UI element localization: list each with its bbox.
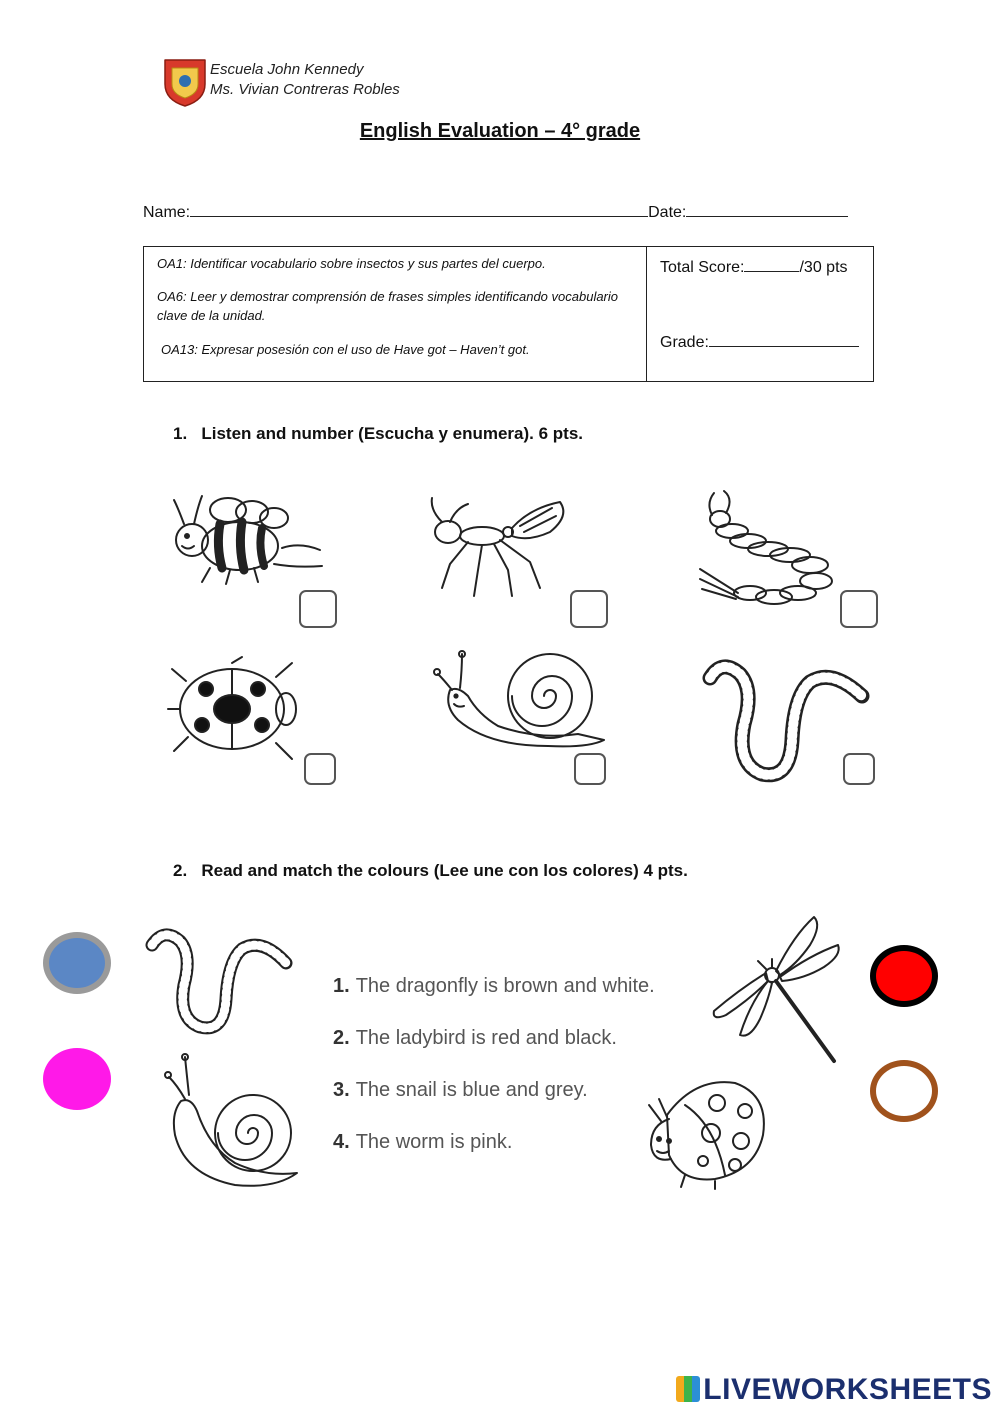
sentence-1-text: The dragonfly is brown and white. [355, 975, 655, 997]
answer-box-centipede[interactable] [840, 590, 878, 628]
liveworksheets-logo-text: LIVEWORKSHEETS [703, 1373, 992, 1406]
ladybird-match-icon[interactable] [645, 1075, 770, 1190]
sentence-1-number: 1. [333, 975, 350, 997]
centipede-icon [698, 485, 858, 615]
colour-dot-red-black[interactable] [870, 945, 938, 1007]
colour-dot-brown-white[interactable] [870, 1060, 938, 1122]
exercise2-instruction: Read and match the colours (Lee une con los colores) 4 pts. [201, 861, 688, 880]
answer-box-bee[interactable] [299, 590, 337, 628]
snail-match-icon[interactable] [155, 1055, 300, 1190]
sentence-2-number: 2. [333, 1027, 350, 1049]
sentence-2 [333, 1027, 617, 1050]
total-score-field[interactable] [744, 257, 799, 272]
sentence-4-number: 4. [333, 1131, 350, 1153]
answer-box-ladybird[interactable] [304, 753, 336, 785]
sentence-3 [333, 1079, 588, 1102]
exercise2-number: 2. [173, 861, 188, 880]
exercise1-instruction: Listen and number (Escucha y enumera). 6 pts. [201, 424, 584, 443]
date-label: Date: [648, 204, 687, 221]
answer-box-snail[interactable] [574, 753, 606, 785]
answer-box-ant[interactable] [570, 590, 608, 628]
exercise1-heading [173, 424, 583, 444]
snail-icon [428, 650, 606, 750]
grade-label: Grade: [660, 334, 709, 351]
liveworksheets-logo-icon [676, 1376, 700, 1402]
school-crest-icon [162, 56, 208, 108]
colour-dot-blue-grey[interactable] [43, 932, 111, 994]
school-header [210, 60, 400, 100]
school-name: Escuela John Kennedy [210, 61, 364, 78]
grade-row [660, 332, 859, 352]
objective-oa13: OA13: Expresar posesión con el uso de Have got – Haven’t got. [161, 342, 530, 357]
sentence-4 [333, 1131, 512, 1154]
total-score-suffix: /30 pts [799, 259, 848, 276]
objectives-cell [144, 247, 647, 381]
sentence-2-text: The ladybird is red and black. [355, 1027, 617, 1049]
date-field[interactable] [686, 202, 848, 217]
grade-field[interactable] [709, 332, 859, 347]
colour-dot-pink[interactable] [43, 1048, 111, 1110]
worm-match-icon[interactable] [146, 927, 291, 1037]
total-score-label: Total Score: [660, 259, 745, 276]
name-field[interactable] [190, 202, 648, 217]
page-title: English Evaluation – 4° grade [359, 120, 641, 142]
objectives-table [143, 246, 874, 382]
sentence-4-text: The worm is pink. [355, 1131, 513, 1153]
ant-icon [420, 492, 575, 602]
ladybird-icon [166, 655, 306, 770]
objective-oa6: OA6: Leer y demostrar comprensión de frases simples identificando vocabulario clave de la unidad. [157, 289, 619, 323]
total-score-row [660, 257, 848, 277]
dragonfly-match-icon[interactable] [710, 915, 845, 1065]
sentence-3-number: 3. [333, 1079, 350, 1101]
exercise2-heading [173, 861, 688, 881]
teacher-name: Ms. Vivian Contreras Robles [210, 81, 400, 98]
objective-oa1: OA1: Identificar vocabulario sobre insectos y sus partes del cuerpo. [157, 256, 546, 271]
bee-icon [170, 488, 330, 588]
exercise1-number: 1. [173, 424, 188, 443]
name-date-row [143, 202, 848, 222]
liveworksheets-logo [676, 1373, 992, 1407]
score-cell [647, 247, 873, 381]
sentence-1 [333, 975, 655, 998]
name-label: Name: [143, 204, 191, 221]
answer-box-worm[interactable] [843, 753, 875, 785]
sentence-3-text: The snail is blue and grey. [355, 1079, 588, 1101]
